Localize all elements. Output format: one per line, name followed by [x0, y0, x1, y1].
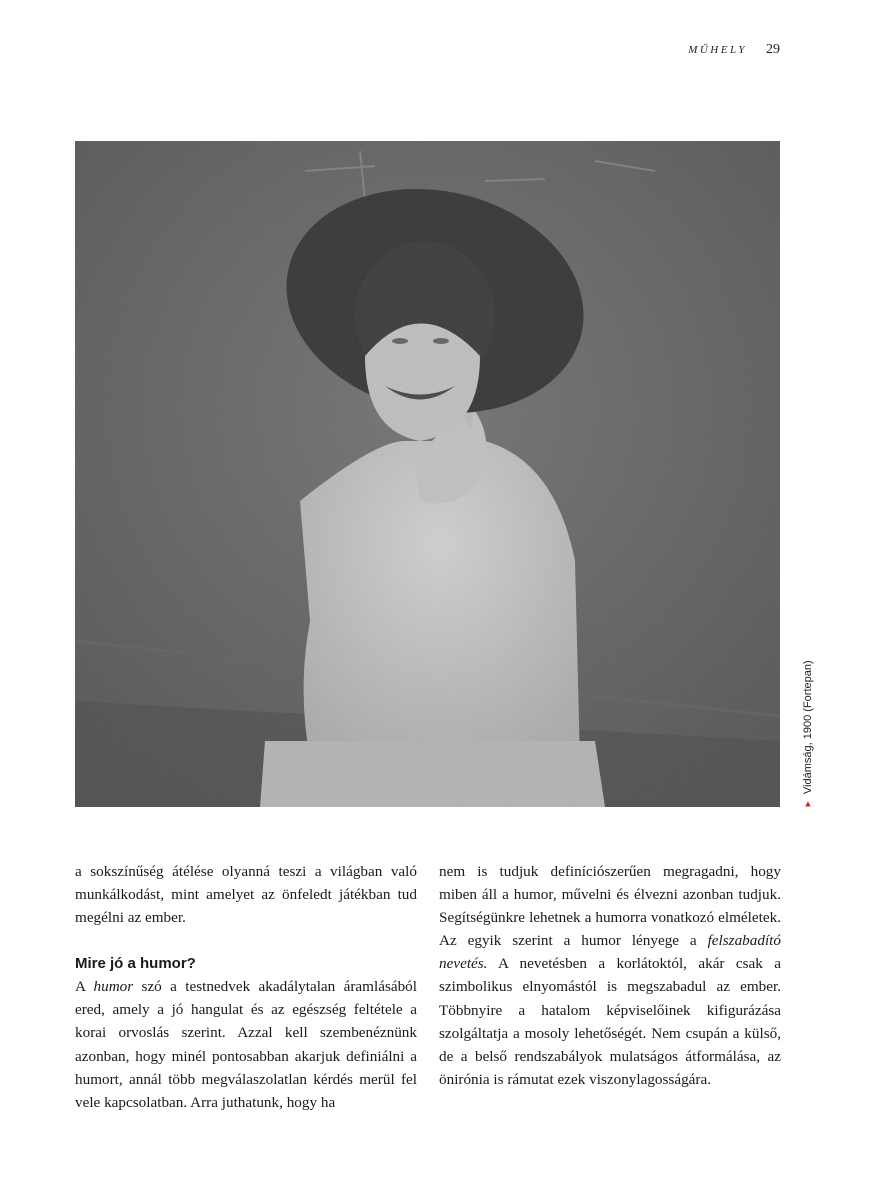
section-heading: Mire jó a humor? [75, 955, 196, 973]
paragraph: nem is tudjuk definíciószerűen megragadni, hogy miben áll a humor, művelni és élvezni azonban tudjuk. Segítségünkre lehetnek a humorra vonatkozó elméletek. Az egyik szerint a humor lényege a felszabadító nevetés. A nevetésben a korlátoktól, akár csak a szimbolikus elnyomástól is megszabadul az ember. Többnyire a hatalom képviselőinek kifigurázása szolgáltatja a mosoly lehetőségét. Nem csupán a külső, de a belső rendszabályok mulatságos átformálása, az önirónia is rámutat ezek viszonylagosságára. [439, 863, 781, 1088]
left-column [75, 860, 417, 1114]
running-head: MŰHELY [688, 44, 747, 56]
paragraph: a sokszínűség átélése olyanná teszi a világban való munkálkodást, mint amelyet az önfeledt játékban tud megélni az ember. [75, 863, 417, 927]
caption-marker-icon: ▲ [803, 798, 813, 809]
emphasis: humor [93, 978, 134, 996]
paragraph: A humor szó a testnedvek akadálytalan áramlásából ered, amely a jó hangulat és az egészség feltétele a korai orvoslás szerint. Azzal kell szembenéznünk azonban, hogy minél pontosabban akarjuk definiálni a humort, annál több megválaszolatlan kérdés merül fel vele kapcsolatban. Arra juthatunk, hogy ha [75, 978, 417, 1111]
photo-image [75, 141, 780, 807]
right-column [439, 860, 781, 1091]
photo-caption [802, 608, 814, 808]
caption-text: Vidámság, 1900 (Fortepan) [802, 660, 814, 795]
photo [75, 141, 780, 807]
emphasis: felszabadító nevetés. [439, 932, 781, 973]
page-number: 29 [766, 42, 780, 57]
